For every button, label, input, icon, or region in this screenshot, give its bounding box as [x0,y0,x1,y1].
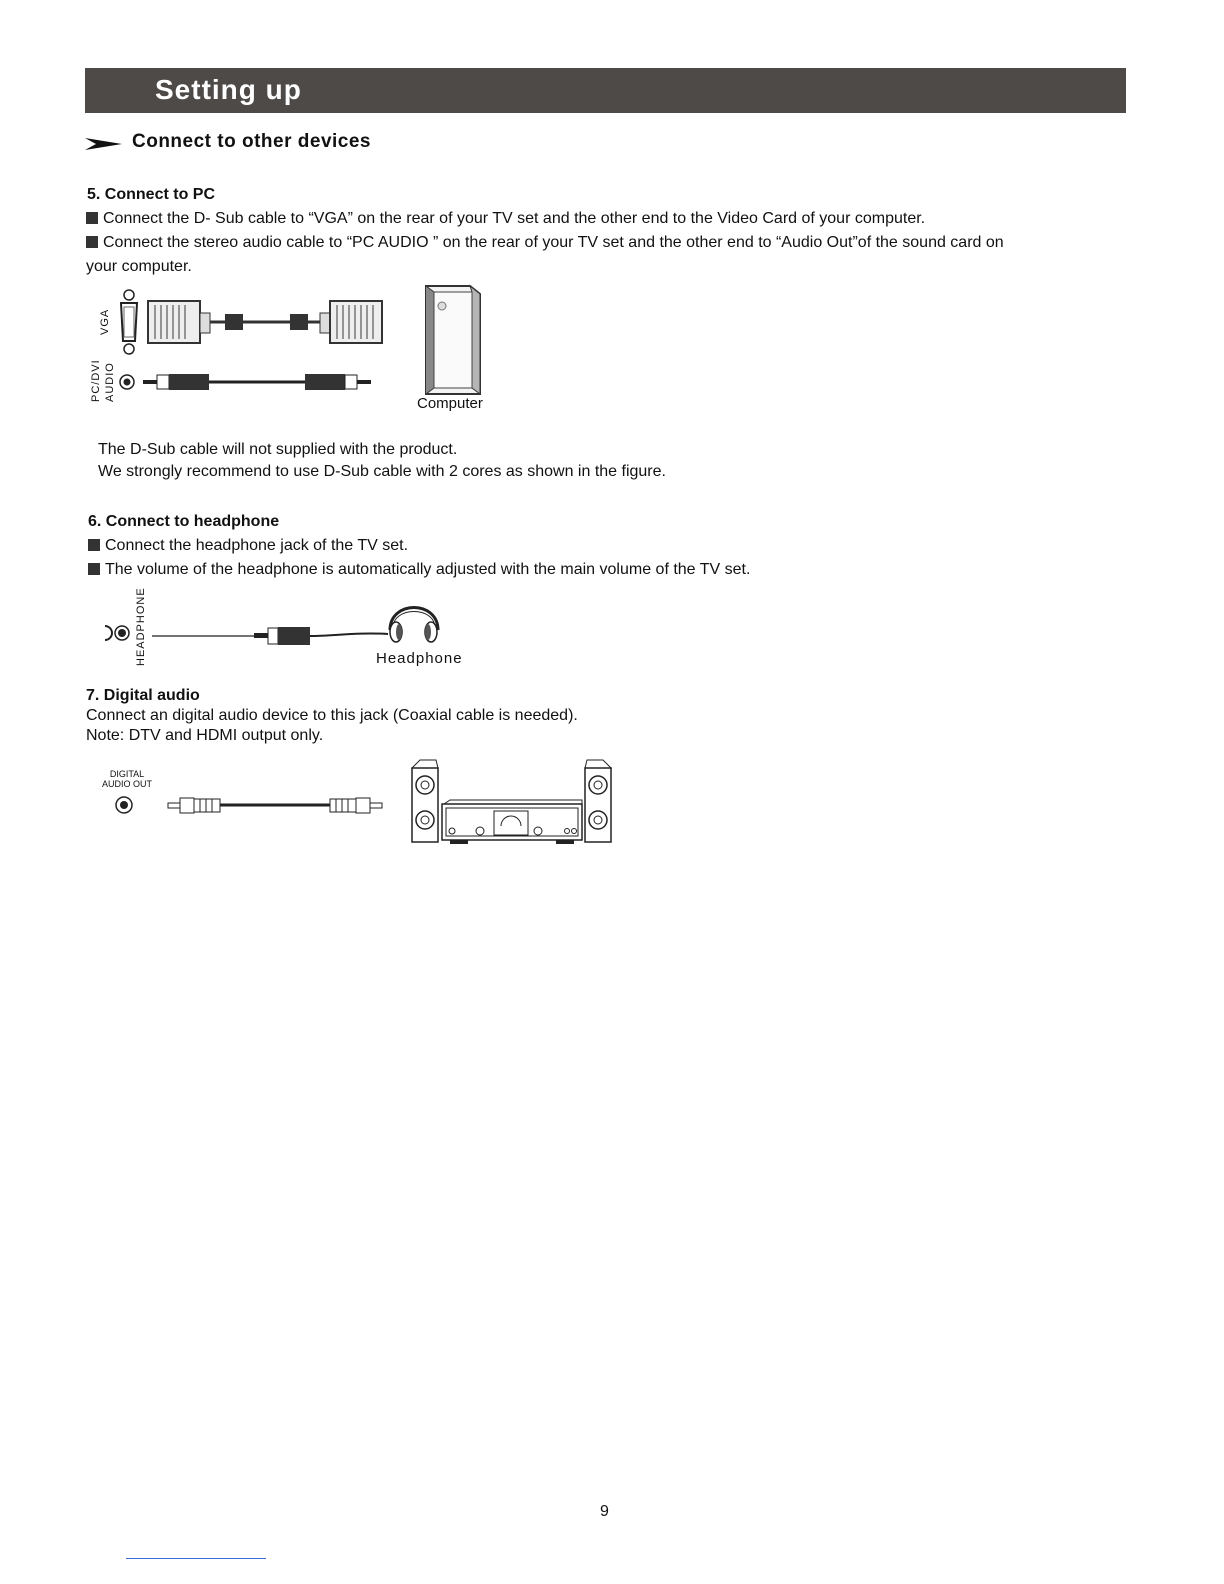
digital-line-1: Connect an digital audio device to this jack (Coaxial cable is needed). [86,707,578,724]
digital-port-label-2: AUDIO OUT [101,779,152,789]
headphone-jack-icon [115,626,129,640]
digital-connection-diagram [110,790,400,825]
pc-connection-diagram [115,285,395,405]
pc-bullet-2: Connect the stereo audio cable to “PC AUDIO ” on the rear of your TV set and the other end to “Audio Out”of the sound card on [86,234,1004,252]
vga-label: VGA [99,308,111,335]
digital-port-label [95,769,159,789]
headphone-bullet-1: Connect the headphone jack of the TV set. [88,537,408,555]
amplifier-icon [442,800,582,844]
coaxial-jack-icon [116,797,132,813]
arrow-icon [84,136,124,152]
coaxial-cable-icon [168,798,382,813]
pc-heading: 5. Connect to PC [87,186,216,203]
headphone-symbol-icon [105,626,112,640]
speaker-left-icon [412,760,438,842]
digital-line-2: Note: DTV and HDMI output only. [86,727,324,744]
digital-port-label-1: DIGITAL [109,769,145,779]
headphone-port-label: HEADPHONE [135,587,147,666]
vga-port-icon [121,290,137,354]
headphone-plug-icon [254,627,388,645]
footer-divider [126,1558,266,1559]
headphones-icon [390,608,438,643]
audio-label: AUDIO [104,362,116,402]
speaker-right-icon [585,760,611,842]
page-title: Setting up [155,74,302,105]
digital-heading: 7. Digital audio [86,687,200,704]
headphone-heading: 6. Connect to headphone [88,513,280,530]
headphone-device-label: Headphone [376,650,463,667]
page-number: 9 [600,1503,609,1520]
audio-system-icon [410,758,615,846]
audio-cable-icon [143,374,371,390]
computer-label: Computer [417,395,483,412]
pcdvi-label: PC/DVI [90,359,102,402]
vga-cable-icon [148,301,382,343]
audio-jack-icon [120,375,134,389]
pc-note-2: We strongly recommend to use D-Sub cable with 2 cores as shown in the figure. [98,463,666,480]
headphone-bullet-2: The volume of the headphone is automatically adjusted with the main volume of the TV set. [88,561,750,579]
pc-bullet-1: Connect the D- Sub cable to “VGA” on the rear of your TV set and the other end to the Video Card of your computer. [86,210,925,228]
section-subtitle: Connect to other devices [132,131,371,152]
pc-note-1: The D-Sub cable will not supplied with the product. [98,441,458,458]
computer-icon [420,282,490,397]
pc-bullet-2-cont: your computer. [86,258,192,275]
